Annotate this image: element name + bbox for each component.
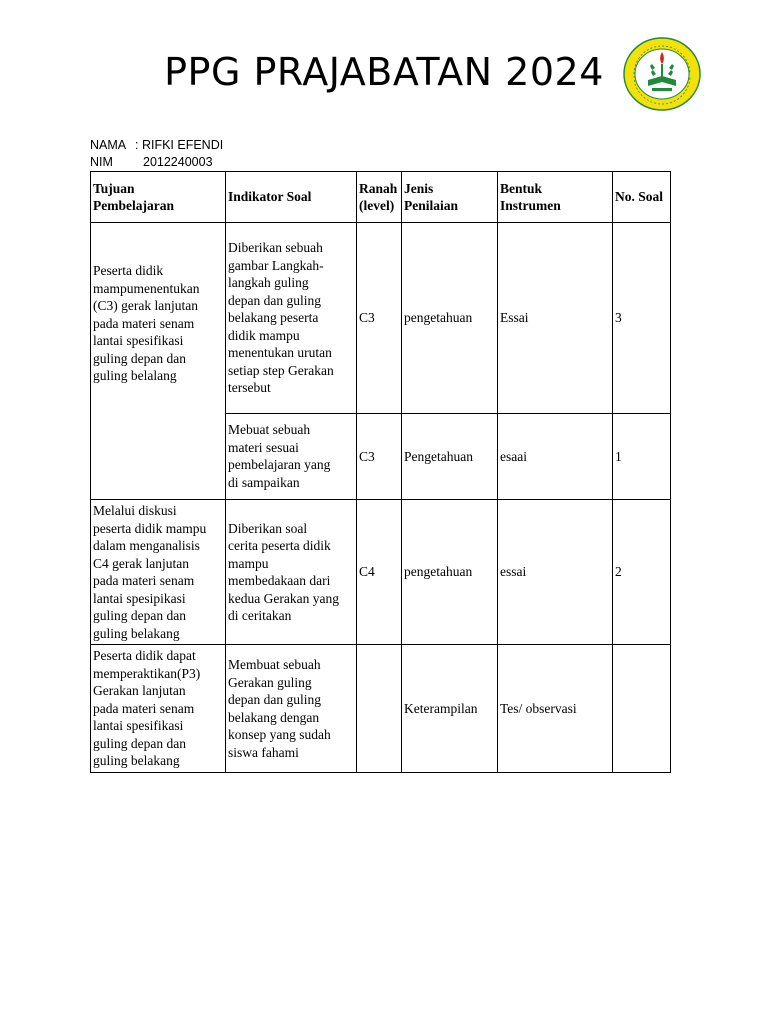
table-row	[91, 500, 671, 645]
no-soal-cell: 2	[613, 500, 671, 645]
header-tujuan: Tujuan Pembelajaran	[91, 172, 226, 223]
jenis-cell: pengetahuan	[402, 500, 498, 645]
unj-logo-icon	[622, 36, 702, 112]
indikator-cell: Membuat sebuah Gerakan guling depan dan guling belakang dengan konsep yang sudah siswa fahami	[226, 645, 357, 773]
student-identity	[90, 137, 223, 171]
ranah-cell: C3	[357, 413, 402, 500]
page-title: PPG PRAJABATAN 2024	[164, 50, 604, 94]
no-soal-cell	[613, 645, 671, 773]
nim-label: NIM	[90, 155, 113, 169]
jenis-cell: pengetahuan	[402, 223, 498, 414]
assessment-grid-table	[90, 171, 671, 773]
indikator-cell: Diberikan sebuah gambar Langkah- langkah guling depan dan guling belakang peserta didik mampu menentukan urutan setiap step Gerakan tersebut	[226, 223, 357, 414]
bentuk-cell: Tes/ observasi	[498, 645, 613, 773]
header-bentuk: Bentuk Instrumen	[498, 172, 613, 223]
header-ranah: Ranah (level)	[357, 172, 402, 223]
nim-row	[90, 154, 223, 171]
bentuk-cell: esaai	[498, 413, 613, 500]
table-row	[91, 223, 671, 414]
tujuan-cell: Peserta didik dapat memperaktikan(P3) Gerakan lanjutan pada materi senam lantai spesifikasi guling depan dan guling belakang	[91, 645, 226, 773]
header-no-soal: No. Soal	[613, 172, 671, 223]
ranah-cell: C3	[357, 223, 402, 414]
name-label: NAMA	[90, 138, 127, 152]
jenis-cell: Pengetahuan	[402, 413, 498, 500]
ranah-cell: C4	[357, 500, 402, 645]
name-row	[90, 137, 223, 154]
ranah-cell	[357, 645, 402, 773]
tujuan-cell: Melalui diskusi peserta didik mampu dalam menganalisis C4 gerak lanjutan pada materi senam lantai spesipikasi guling depan dan guling belakang	[91, 500, 226, 645]
tujuan-cell: Peserta didik mampumenentukan (C3) gerak lanjutan pada materi senam lantai spesifikasi guling depan dan guling belalang	[91, 223, 226, 500]
no-soal-cell: 1	[613, 413, 671, 500]
indikator-cell: Diberikan soal cerita peserta didik mampu membedakaan dari kedua Gerakan yang di ceritakan	[226, 500, 357, 645]
table-header-row	[91, 172, 671, 223]
header-jenis: Jenis Penilaian	[402, 172, 498, 223]
bentuk-cell: essai	[498, 500, 613, 645]
bentuk-cell: Essai	[498, 223, 613, 414]
no-soal-cell: 3	[613, 223, 671, 414]
nim-value: 2012240003	[143, 155, 213, 169]
name-value: : RIFKI EFENDI	[135, 138, 224, 152]
indikator-cell: Mebuat sebuah materi sesuai pembelajaran yang di sampaikan	[226, 413, 357, 500]
table-row	[91, 645, 671, 773]
header-indikator: Indikator Soal	[226, 172, 357, 223]
jenis-cell: Keterampilan	[402, 645, 498, 773]
